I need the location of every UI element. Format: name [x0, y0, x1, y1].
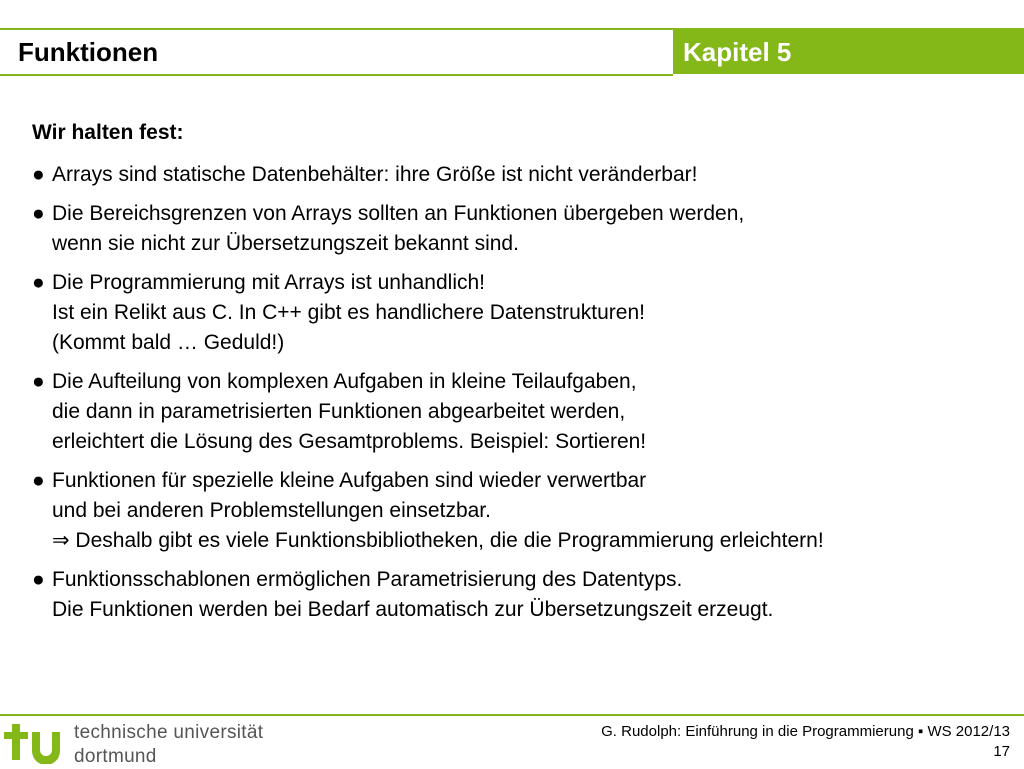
bullet-text: Arrays sind statische Datenbehälter: ihre Größe ist nicht veränderbar! — [52, 163, 698, 186]
bullet-item — [32, 268, 1012, 358]
bullet-list — [32, 160, 1012, 625]
bullet-first-line — [32, 565, 1012, 595]
bullet-text: Ist ein Relikt aus C. In C++ gibt es handlichere Datenstrukturen! — [52, 301, 645, 324]
bullet-text: Die Aufteilung von komplexen Aufgaben in kleine Teilaufgaben, — [52, 370, 637, 393]
bullet-text: die dann in parametrisierten Funktionen abgearbeitet werden, — [52, 400, 626, 423]
university-name — [74, 721, 263, 769]
bullet-dot-icon: ● — [32, 370, 45, 393]
bullet-text: ⇒ Deshalb gibt es viele Funktionsbibliotheken, die die Programmierung erleichtern! — [52, 529, 824, 552]
bullet-text: Die Programmierung mit Arrays ist unhandlich! — [52, 271, 486, 294]
bullet-dot-icon: ● — [32, 271, 45, 294]
bullet-continuation-line — [32, 427, 1012, 457]
bullet-item — [32, 466, 1012, 556]
bullet-continuation-line — [32, 229, 1012, 259]
page-number: 17 — [993, 743, 1010, 760]
bullet-continuation-line — [32, 328, 1012, 358]
footer-credit: G. Rudolph: Einführung in die Programmierung ▪ WS 2012/13 — [601, 723, 1010, 740]
bullet-continuation-line — [32, 595, 1012, 625]
bullet-text: und bei anderen Problemstellungen einsetzbar. — [52, 499, 491, 522]
chapter-badge — [673, 30, 1024, 74]
bullet-first-line — [32, 466, 1012, 496]
bullet-item — [32, 565, 1012, 625]
bullet-item — [32, 160, 1012, 190]
slide-title: Funktionen — [18, 37, 159, 67]
university-line-2: dortmund — [74, 746, 157, 767]
bullet-dot-icon: ● — [32, 163, 45, 186]
chapter-label: Kapitel 5 — [683, 37, 792, 67]
footer-rule — [0, 714, 1024, 716]
bullet-dot-icon: ● — [32, 469, 45, 492]
bullet-first-line — [32, 367, 1012, 397]
bullet-text: Die Bereichsgrenzen von Arrays sollten an Funktionen übergeben werden, — [52, 202, 745, 225]
bullet-continuation-line — [32, 298, 1012, 328]
bullet-dot-icon: ● — [32, 568, 45, 591]
bullet-continuation-line — [32, 397, 1012, 427]
bullet-first-line — [32, 160, 1012, 190]
bullet-text: Die Funktionen werden bei Bedarf automatisch zur Übersetzungszeit erzeugt. — [52, 598, 774, 621]
bullet-text: (Kommt bald … Geduld!) — [52, 331, 285, 354]
bullet-first-line — [32, 199, 1012, 229]
bullet-dot-icon: ● — [32, 202, 45, 225]
bullet-item — [32, 367, 1012, 457]
university-line-1: technische universität — [74, 722, 264, 743]
slide-body — [32, 118, 1012, 634]
header-underline — [0, 74, 673, 76]
body-heading: Wir halten fest: — [32, 121, 184, 144]
bullet-text: Funktionsschablonen ermöglichen Parametrisierung des Datentyps. — [52, 568, 683, 591]
bullet-text: Funktionen für spezielle kleine Aufgaben sind wieder verwertbar — [52, 469, 647, 492]
bullet-continuation-line — [32, 526, 1012, 556]
bullet-first-line — [32, 268, 1012, 298]
bullet-item — [32, 199, 1012, 259]
bullet-text: erleichtert die Lösung des Gesamtproblems. Beispiel: Sortieren! — [52, 430, 647, 453]
tu-logo-icon — [4, 720, 64, 764]
bullet-text: wenn sie nicht zur Übersetzungszeit bekannt sind. — [52, 232, 519, 255]
bullet-continuation-line — [32, 496, 1012, 526]
